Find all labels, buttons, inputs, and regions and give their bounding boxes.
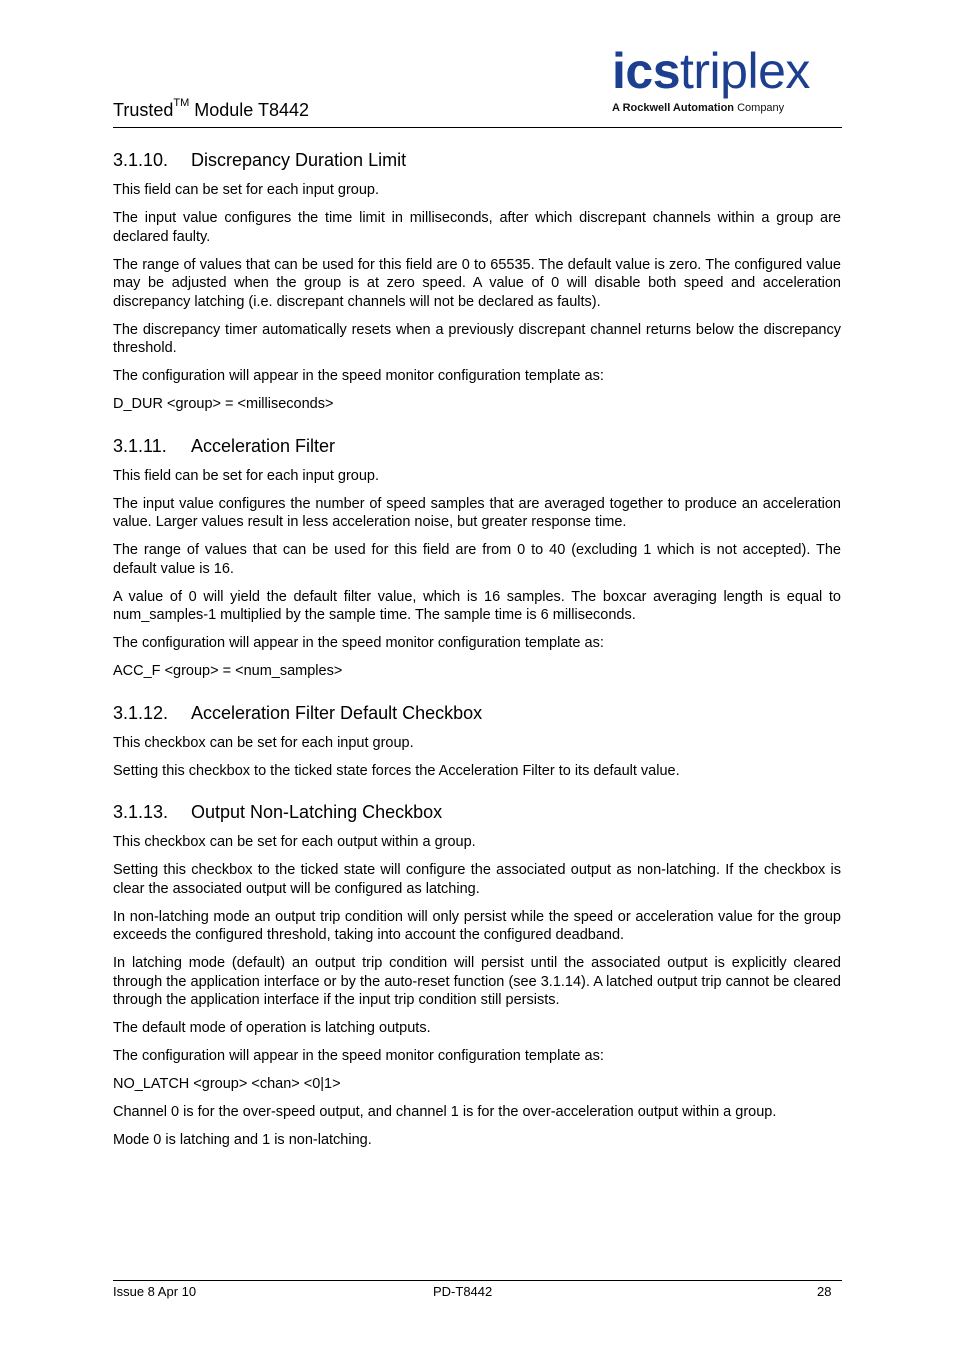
- footer-divider: [113, 1280, 842, 1281]
- section-heading: [113, 802, 841, 823]
- logo-tagline: [612, 102, 844, 114]
- paragraph: Setting this checkbox to the ticked state will configure the associated output as non-latching. If the checkbox is clear the associated output will be configured as latching.: [113, 862, 841, 897]
- header-divider: [113, 127, 842, 128]
- paragraph: The configuration will appear in the speed monitor configuration template as:: [113, 635, 604, 651]
- footer-issue: Issue 8 Apr 10: [113, 1284, 197, 1299]
- paragraph: In latching mode (default) an output trip condition will persist until the associated output is explicitly cleared through the application interface or by the auto-reset function (see 3.1.14). A latched output trip cannot be cleared through the application interface if the input trip condition still persists.: [113, 955, 841, 1008]
- title-prefix: Trusted: [113, 100, 174, 120]
- section-title: Output Non-Latching Checkbox: [191, 802, 443, 822]
- section-number: 3.1.11.: [113, 435, 167, 456]
- section-title: Acceleration Filter: [191, 435, 336, 456]
- ics-triplex-logo: [612, 43, 844, 114]
- section-number: 3.1.10.: [113, 150, 169, 170]
- section-number: 3.1.13.: [113, 802, 169, 822]
- config-template-line: ACC_F <group> = <num_samples>: [113, 663, 343, 679]
- section-title: Acceleration Filter Default Checkbox: [191, 702, 483, 723]
- page-content: [113, 150, 841, 1172]
- section-heading: [113, 150, 841, 171]
- paragraph: This field can be set for each input group.: [113, 182, 379, 198]
- section-acceleration-filter: [113, 436, 841, 681]
- paragraph: This checkbox can be set for each output within a group.: [113, 834, 476, 850]
- footer-page-number: 28: [817, 1284, 832, 1299]
- paragraph: The configuration will appear in the speed monitor configuration template as:: [113, 1048, 604, 1064]
- logo-wordmark: [612, 43, 844, 99]
- logo-company: Company: [737, 102, 785, 114]
- paragraph: The discrepancy timer automatically resets when a previously discrepant channel returns below the discrepancy threshold.: [113, 321, 841, 356]
- paragraph: This field can be set for each input group.: [113, 467, 379, 484]
- paragraph: Setting this checkbox to the ticked state forces the Acceleration Filter to its default value.: [113, 762, 680, 779]
- section-title: Discrepancy Duration Limit: [191, 150, 407, 170]
- paragraph: The range of values that can be used for this field are from 0 to 40 (excluding 1 which is not accepted). The default value is 16.: [113, 542, 841, 577]
- paragraph: A value of 0 will yield the default filter value, which is 16 samples. The boxcar averaging length is equal to num_samples-1 multiplied by the sample time. The sample time is 6 milliseconds.: [113, 588, 841, 623]
- section-number: 3.1.12.: [113, 702, 169, 723]
- paragraph: The input value configures the number of speed samples that are averaged together to produce an acceleration value. Larger values result in less acceleration noise, but greater response time.: [113, 495, 841, 530]
- paragraph: The range of values that can be used for this field are 0 to 65535. The default value is zero. The configured value may be adjusted when the group is at zero speed. A value of 0 will disable both speed and acceleration discrepancy latching (i.e. discrepant channels will not be declared as faults).: [113, 256, 841, 310]
- section-output-non-latching-checkbox: [113, 802, 841, 1150]
- paragraph: This checkbox can be set for each input group.: [113, 734, 414, 751]
- paragraph: The input value configures the time limit in milliseconds, after which discrepant channels within a group are declared faulty.: [113, 210, 841, 245]
- logo-tagline-text: A Rockwell Automation: [612, 102, 735, 114]
- config-template-line: NO_LATCH <group> <chan> <0|1>: [113, 1076, 341, 1092]
- paragraph: Mode 0 is latching and 1 is non-latching.: [113, 1132, 372, 1148]
- logo-triplex: triplex: [680, 43, 810, 99]
- section-heading: [113, 436, 841, 457]
- logo-ics: ics: [612, 43, 681, 99]
- section-acceleration-filter-default-checkbox: [113, 703, 841, 781]
- section-heading: [113, 703, 841, 724]
- title-suffix: Module T8442: [189, 100, 310, 120]
- section-discrepancy-duration-limit: [113, 150, 841, 414]
- footer-doc-id: PD-T8442: [433, 1284, 493, 1299]
- paragraph: The configuration will appear in the speed monitor configuration template as:: [113, 368, 604, 384]
- trademark-mark: TM: [173, 97, 190, 109]
- paragraph: In non-latching mode an output trip condition will only persist while the speed or acceleration value for the group exceeds the configured threshold, taking into account the configured deadband.: [113, 908, 841, 943]
- paragraph: The default mode of operation is latching outputs.: [113, 1020, 431, 1036]
- document-title: [113, 97, 310, 121]
- paragraph: Channel 0 is for the over-speed output, and channel 1 is for the over-acceleration output within a group.: [113, 1104, 777, 1120]
- config-template-line: D_DUR <group> = <milliseconds>: [113, 396, 334, 412]
